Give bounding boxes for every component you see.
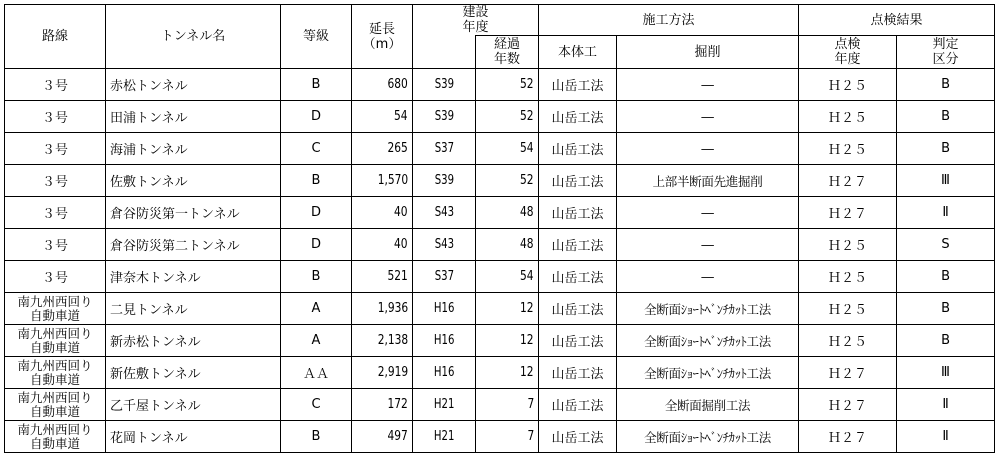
cell-elapsed-years-text: 48 <box>520 205 535 220</box>
cell-inspection-year <box>799 101 897 133</box>
cell-elapsed-years <box>476 101 539 133</box>
cell-inspection-year-text: Ｈ２５ <box>828 111 868 126</box>
cell-tunnel-name <box>106 101 281 133</box>
cell-method-main <box>539 101 617 133</box>
cell-length <box>352 229 413 261</box>
cell-tunnel-name-text: 津奈木トンネル <box>110 271 201 286</box>
cell-method-excavation-text: 全断面ｼｮｰﾄﾍﾞﾝﾁｶｯﾄ工法 <box>644 365 771 381</box>
header-route: 路線 <box>5 5 106 69</box>
cell-route <box>5 357 106 389</box>
cell-elapsed-years <box>476 261 539 293</box>
cell-grade-text: C <box>311 397 321 412</box>
tunnel-inspection-table <box>4 4 995 453</box>
cell-length-text: 54 <box>394 109 408 124</box>
cell-grade <box>281 421 352 453</box>
cell-method-excavation <box>617 197 799 229</box>
cell-built-year <box>413 389 476 421</box>
cell-built-year <box>413 421 476 453</box>
cell-built-year <box>413 261 476 293</box>
cell-tunnel-name-text: 花岡トンネル <box>110 431 188 446</box>
cell-elapsed-years <box>476 229 539 261</box>
table-row <box>5 229 995 261</box>
cell-elapsed-years-text: 52 <box>520 173 535 188</box>
cell-tunnel-name <box>106 421 281 453</box>
cell-judgement-class <box>897 293 995 325</box>
cell-route <box>5 197 106 229</box>
cell-length-text: 40 <box>394 237 408 252</box>
cell-judgement-class <box>897 357 995 389</box>
cell-tunnel-name <box>106 325 281 357</box>
cell-grade-text: ＡＡ <box>302 367 329 382</box>
header-inspection-result: 点検結果 <box>799 5 995 36</box>
cell-inspection-year <box>799 389 897 421</box>
cell-built-year <box>413 197 476 229</box>
cell-inspection-year <box>799 165 897 197</box>
cell-route-text: 南九州西回り 自動車道 <box>17 293 93 323</box>
cell-method-main <box>539 197 617 229</box>
cell-length <box>352 133 413 165</box>
cell-method-main-text: 山岳工法 <box>551 431 604 446</box>
cell-length-text: 2,138 <box>377 333 408 348</box>
cell-built-year <box>413 325 476 357</box>
cell-tunnel-name <box>106 133 281 165</box>
cell-elapsed-years-text: 52 <box>520 77 535 92</box>
cell-judgement-class-text: Ⅱ <box>942 429 949 444</box>
cell-route-text: ３号 <box>41 111 68 126</box>
cell-inspection-year <box>799 133 897 165</box>
cell-inspection-year <box>799 69 897 101</box>
cell-method-main-text: 山岳工法 <box>551 207 604 222</box>
cell-elapsed-years-text: 7 <box>527 397 535 412</box>
header-built-spacer <box>413 36 476 69</box>
cell-elapsed-years <box>476 197 539 229</box>
cell-grade <box>281 357 352 389</box>
cell-length-text: 2,919 <box>377 365 408 380</box>
cell-method-excavation <box>617 293 799 325</box>
cell-judgement-class <box>897 261 995 293</box>
cell-route <box>5 421 106 453</box>
header-judgement-class-text: 判定 区分 <box>932 37 959 67</box>
cell-method-main <box>539 389 617 421</box>
cell-inspection-year <box>799 229 897 261</box>
cell-method-main-text: 山岳工法 <box>551 271 604 286</box>
cell-tunnel-name <box>106 261 281 293</box>
cell-length-text: 497 <box>387 429 408 444</box>
header-inspection-year <box>799 36 897 69</box>
cell-length-text: 1,570 <box>377 173 408 188</box>
cell-length-text: 680 <box>387 77 408 92</box>
cell-judgement-class <box>897 421 995 453</box>
cell-tunnel-name-text: 乙千屋トンネル <box>110 399 201 414</box>
cell-inspection-year-text: Ｈ２７ <box>828 399 868 414</box>
cell-elapsed-years-text: 54 <box>520 141 535 156</box>
cell-inspection-year-text: Ｈ２７ <box>828 207 868 222</box>
cell-grade-text: A <box>311 301 321 316</box>
header-grade: 等級 <box>281 5 352 69</box>
cell-method-excavation <box>617 69 799 101</box>
cell-judgement-class <box>897 229 995 261</box>
cell-length <box>352 165 413 197</box>
cell-method-excavation <box>617 165 799 197</box>
cell-route <box>5 69 106 101</box>
cell-tunnel-name-text: 新佐敷トンネル <box>110 367 201 382</box>
cell-method-main-text: 山岳工法 <box>551 111 604 126</box>
cell-inspection-year-text: Ｈ２５ <box>828 239 868 254</box>
cell-built-year <box>413 293 476 325</box>
cell-judgement-class <box>897 101 995 133</box>
cell-length <box>352 389 413 421</box>
cell-grade-text: D <box>310 205 321 220</box>
cell-route-text: 南九州西回り 自動車道 <box>17 389 93 419</box>
cell-elapsed-years-text: 12 <box>520 333 535 348</box>
header-method-main: 本体工 <box>539 36 617 69</box>
cell-judgement-class-text: B <box>941 77 950 92</box>
cell-built-year-text: H21 <box>433 429 455 444</box>
cell-tunnel-name <box>106 165 281 197</box>
cell-elapsed-years <box>476 357 539 389</box>
cell-method-excavation-text: ― <box>701 141 714 156</box>
cell-tunnel-name-text: 田浦トンネル <box>110 111 188 126</box>
cell-built-year <box>413 357 476 389</box>
cell-length-text: 521 <box>387 269 408 284</box>
table-header <box>5 5 995 69</box>
header-tunnel-name: トンネル名 <box>106 5 281 69</box>
cell-inspection-year <box>799 293 897 325</box>
cell-inspection-year-text: Ｈ２５ <box>828 79 868 94</box>
cell-tunnel-name <box>106 197 281 229</box>
cell-length <box>352 261 413 293</box>
cell-elapsed-years <box>476 389 539 421</box>
header-length <box>352 5 413 69</box>
table-row <box>5 421 995 453</box>
cell-tunnel-name <box>106 69 281 101</box>
header-built-year <box>413 5 539 36</box>
cell-elapsed-years-text: 52 <box>520 109 535 124</box>
cell-tunnel-name <box>106 357 281 389</box>
cell-inspection-year-text: Ｈ２７ <box>828 431 868 446</box>
cell-route-text: 南九州西回り 自動車道 <box>17 421 93 451</box>
cell-route <box>5 325 106 357</box>
cell-built-year-text: S37 <box>434 141 454 156</box>
cell-judgement-class <box>897 165 995 197</box>
cell-length <box>352 421 413 453</box>
cell-method-main <box>539 325 617 357</box>
cell-route-text: ３号 <box>41 207 68 222</box>
cell-built-year <box>413 101 476 133</box>
cell-judgement-class-text: B <box>941 333 950 348</box>
cell-method-excavation <box>617 229 799 261</box>
cell-grade <box>281 261 352 293</box>
cell-inspection-year-text: Ｈ２５ <box>828 271 868 286</box>
cell-length <box>352 357 413 389</box>
cell-tunnel-name-text: 二見トンネル <box>110 303 188 318</box>
cell-built-year-text: H16 <box>433 365 455 380</box>
cell-route <box>5 389 106 421</box>
cell-method-excavation <box>617 325 799 357</box>
header-elapsed-years <box>476 36 539 69</box>
cell-inspection-year <box>799 261 897 293</box>
cell-built-year-text: S37 <box>434 269 454 284</box>
cell-method-excavation-text: 全断面ｼｮｰﾄﾍﾞﾝﾁｶｯﾄ工法 <box>644 429 771 445</box>
cell-method-excavation <box>617 101 799 133</box>
cell-elapsed-years-text: 12 <box>520 301 535 316</box>
cell-method-main <box>539 261 617 293</box>
cell-tunnel-name-text: 倉谷防災第一トンネル <box>110 207 240 222</box>
cell-elapsed-years-text: 7 <box>527 429 535 444</box>
cell-route-text: ３号 <box>41 271 68 286</box>
cell-method-main <box>539 133 617 165</box>
cell-built-year-text: S43 <box>434 205 454 220</box>
cell-method-main <box>539 165 617 197</box>
cell-method-main <box>539 421 617 453</box>
cell-method-excavation-text: ― <box>701 77 714 92</box>
cell-elapsed-years <box>476 69 539 101</box>
cell-method-main-text: 山岳工法 <box>551 79 604 94</box>
cell-method-main-text: 山岳工法 <box>551 239 604 254</box>
cell-method-main-text: 山岳工法 <box>551 175 604 190</box>
cell-judgement-class-text: B <box>941 109 950 124</box>
cell-grade <box>281 133 352 165</box>
header-method-excavation: 掘削 <box>617 36 799 69</box>
table-row <box>5 357 995 389</box>
cell-route <box>5 261 106 293</box>
cell-length <box>352 325 413 357</box>
cell-built-year-text: S39 <box>434 109 454 124</box>
cell-elapsed-years <box>476 325 539 357</box>
header-length-text: 延長 （m） <box>362 21 402 52</box>
cell-judgement-class <box>897 197 995 229</box>
cell-method-excavation-text: 全断面ｼｮｰﾄﾍﾞﾝﾁｶｯﾄ工法 <box>644 333 771 349</box>
cell-built-year-text: S39 <box>434 77 454 92</box>
cell-route-text: ３号 <box>41 79 68 94</box>
cell-grade-text: A <box>311 333 321 348</box>
table-row <box>5 197 995 229</box>
cell-route-text: ３号 <box>41 175 68 190</box>
table-row <box>5 293 995 325</box>
cell-route <box>5 133 106 165</box>
cell-grade <box>281 197 352 229</box>
cell-method-excavation <box>617 389 799 421</box>
cell-grade <box>281 165 352 197</box>
cell-inspection-year-text: Ｈ２５ <box>828 303 868 318</box>
cell-tunnel-name-text: 赤松トンネル <box>110 79 188 94</box>
cell-length-text: 1,936 <box>377 301 408 316</box>
cell-grade <box>281 325 352 357</box>
table-row <box>5 101 995 133</box>
cell-route-text: ３号 <box>41 143 68 158</box>
cell-judgement-class-text: Ⅲ <box>941 365 951 380</box>
cell-judgement-class-text: Ⅱ <box>942 397 949 412</box>
cell-route <box>5 293 106 325</box>
cell-tunnel-name-text: 海浦トンネル <box>110 143 188 158</box>
cell-elapsed-years <box>476 421 539 453</box>
cell-method-main-text: 山岳工法 <box>551 399 604 414</box>
cell-built-year-text: H21 <box>433 397 455 412</box>
cell-judgement-class-text: Ⅱ <box>942 205 949 220</box>
cell-method-main-text: 山岳工法 <box>551 143 604 158</box>
table-body <box>5 69 995 453</box>
cell-built-year-text: H16 <box>433 333 455 348</box>
cell-judgement-class <box>897 325 995 357</box>
cell-length <box>352 293 413 325</box>
cell-route-text: 南九州西回り 自動車道 <box>17 357 93 387</box>
cell-route <box>5 165 106 197</box>
cell-built-year-text: S43 <box>434 237 454 252</box>
header-inspection-year-text: 点検 年度 <box>834 37 861 67</box>
cell-method-excavation-text: ― <box>701 237 714 252</box>
cell-elapsed-years-text: 54 <box>520 269 535 284</box>
cell-method-main-text: 山岳工法 <box>551 335 604 350</box>
cell-grade-text: B <box>311 269 321 284</box>
header-judgement-class <box>897 36 995 69</box>
cell-tunnel-name-text: 佐敷トンネル <box>110 175 188 190</box>
cell-method-excavation-text: 全断面ｼｮｰﾄﾍﾞﾝﾁｶｯﾄ工法 <box>644 301 771 317</box>
cell-tunnel-name <box>106 293 281 325</box>
cell-elapsed-years <box>476 293 539 325</box>
cell-elapsed-years-text: 48 <box>520 237 535 252</box>
cell-grade <box>281 229 352 261</box>
cell-inspection-year-text: Ｈ２５ <box>828 143 868 158</box>
cell-length-text: 265 <box>387 141 408 156</box>
cell-judgement-class <box>897 389 995 421</box>
cell-inspection-year <box>799 197 897 229</box>
cell-method-excavation-text: 上部半断面先進掘削 <box>652 173 763 189</box>
cell-method-excavation-text: ― <box>701 205 714 220</box>
cell-route-text: 南九州西回り 自動車道 <box>17 325 93 355</box>
cell-tunnel-name-text: 倉谷防災第二トンネル <box>110 239 240 254</box>
header-elapsed-years-text: 経過 年数 <box>494 37 521 67</box>
table-row <box>5 389 995 421</box>
cell-inspection-year-text: Ｈ２５ <box>828 335 868 350</box>
cell-method-main <box>539 229 617 261</box>
cell-length-text: 172 <box>387 397 408 412</box>
cell-elapsed-years-text: 12 <box>520 365 535 380</box>
cell-grade <box>281 293 352 325</box>
cell-built-year <box>413 69 476 101</box>
cell-grade <box>281 69 352 101</box>
cell-grade-text: D <box>310 237 321 252</box>
cell-judgement-class-text: B <box>941 269 950 284</box>
cell-tunnel-name <box>106 229 281 261</box>
cell-method-excavation <box>617 133 799 165</box>
cell-built-year <box>413 133 476 165</box>
cell-inspection-year <box>799 421 897 453</box>
table-row <box>5 69 995 101</box>
cell-method-main <box>539 357 617 389</box>
cell-built-year-text: S39 <box>434 173 454 188</box>
cell-method-excavation <box>617 357 799 389</box>
cell-grade-text: B <box>311 173 321 188</box>
cell-elapsed-years <box>476 165 539 197</box>
cell-inspection-year-text: Ｈ２７ <box>828 175 868 190</box>
cell-length <box>352 69 413 101</box>
table-row <box>5 165 995 197</box>
cell-method-main-text: 山岳工法 <box>551 367 604 382</box>
table-row <box>5 261 995 293</box>
cell-length <box>352 101 413 133</box>
cell-elapsed-years <box>476 133 539 165</box>
cell-judgement-class-text: S <box>941 237 950 252</box>
cell-grade-text: D <box>310 109 321 124</box>
cell-built-year-text: H16 <box>433 301 455 316</box>
table-row <box>5 133 995 165</box>
cell-inspection-year <box>799 357 897 389</box>
cell-inspection-year-text: Ｈ２７ <box>828 367 868 382</box>
cell-grade-text: B <box>311 429 321 444</box>
cell-method-main <box>539 69 617 101</box>
cell-method-excavation-text: ― <box>701 269 714 284</box>
cell-method-excavation <box>617 421 799 453</box>
cell-tunnel-name <box>106 389 281 421</box>
cell-method-excavation-text: 全断面掘削工法 <box>664 397 751 413</box>
cell-built-year <box>413 229 476 261</box>
cell-grade-text: C <box>311 141 321 156</box>
cell-grade-text: B <box>311 77 321 92</box>
cell-judgement-class <box>897 69 995 101</box>
cell-tunnel-name-text: 新赤松トンネル <box>110 335 201 350</box>
cell-grade <box>281 101 352 133</box>
header-construction-method: 施工方法 <box>539 5 799 36</box>
cell-method-excavation-text: ― <box>701 109 714 124</box>
cell-route-text: ３号 <box>41 239 68 254</box>
cell-judgement-class-text: B <box>941 301 950 316</box>
cell-method-excavation <box>617 261 799 293</box>
cell-inspection-year <box>799 325 897 357</box>
table-row <box>5 325 995 357</box>
cell-method-main <box>539 293 617 325</box>
cell-judgement-class <box>897 133 995 165</box>
cell-judgement-class-text: Ⅲ <box>941 173 951 188</box>
header-built-year-text: 建設 年度 <box>462 5 489 35</box>
cell-length <box>352 197 413 229</box>
cell-route <box>5 229 106 261</box>
cell-length-text: 40 <box>394 205 408 220</box>
cell-method-main-text: 山岳工法 <box>551 303 604 318</box>
cell-grade <box>281 389 352 421</box>
cell-route <box>5 101 106 133</box>
cell-judgement-class-text: B <box>941 141 950 156</box>
cell-built-year <box>413 165 476 197</box>
